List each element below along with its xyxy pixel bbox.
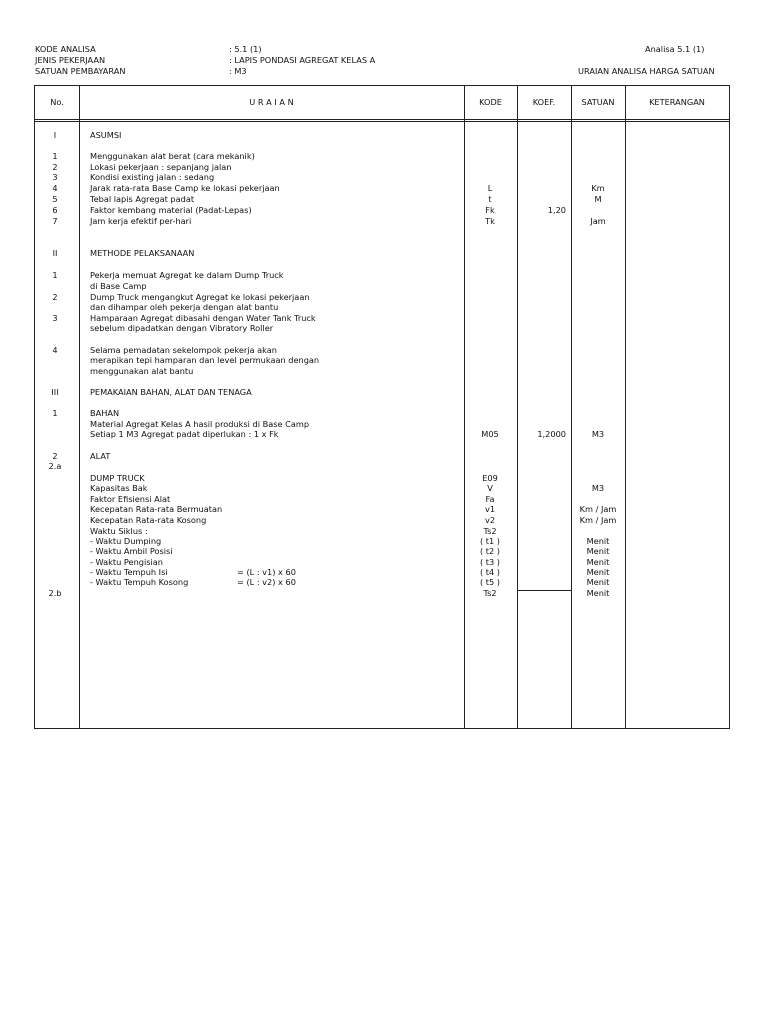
row-number: 1: [52, 151, 58, 161]
col-header-koef: KOEF.: [532, 97, 556, 107]
row-description: Faktor Efisiensi Alat: [90, 494, 171, 504]
row-description: DUMP TRUCK: [90, 473, 145, 483]
row-description: Hamparaan Agregat dibasahi dengan Water Tank Truck: [90, 313, 316, 323]
row-formula: = (L : v2) x 60: [237, 577, 296, 587]
row-description: Jarak rata-rata Base Camp ke lokasi pekerjaan: [90, 183, 280, 193]
row-kode: E09: [482, 473, 498, 483]
row-satuan: M3: [591, 483, 605, 493]
row-number: 1: [52, 408, 58, 418]
row-number: 2.b: [48, 588, 62, 598]
row-description: menggunakan alat bantu: [90, 366, 194, 376]
row-description: ALAT: [90, 451, 111, 461]
row-satuan: M: [594, 194, 602, 204]
row-description: merapikan tepi hamparan dan level permukaan dengan: [90, 355, 320, 365]
koef-underline: [518, 590, 571, 591]
row-satuan: Menit: [586, 536, 610, 546]
uraian-title: URAIAN ANALISA HARGA SATUAN: [578, 66, 715, 76]
row-description: - Waktu Ambil Posisi: [90, 546, 173, 556]
analisa-reference: Analisa 5.1 (1): [645, 44, 705, 54]
row-description: Menggunakan alat berat (cara mekanik): [90, 151, 255, 161]
kode-analisa-value: : 5.1 (1): [229, 44, 262, 54]
row-number: 1: [52, 270, 58, 280]
row-number: 7: [52, 216, 58, 226]
row-kode: ( t5 ): [479, 577, 500, 587]
row-number: 2: [52, 162, 58, 172]
row-description: Material Agregat Kelas A hasil produksi di Base Camp: [90, 419, 310, 429]
row-kode: M05: [481, 429, 499, 439]
row-number: I: [53, 130, 57, 140]
row-description: Kondisi existing jalan : sedang: [90, 172, 215, 182]
row-kode: ( t1 ): [479, 536, 500, 546]
row-satuan: Menit: [586, 588, 610, 598]
jenis-pekerjaan-label: JENIS PEKERJAAN: [35, 55, 106, 65]
row-number: II: [52, 248, 58, 258]
row-description: di Base Camp: [90, 281, 147, 291]
row-kode: Ts2: [483, 526, 497, 536]
row-kode: Fa: [485, 494, 495, 504]
row-kode: L: [487, 183, 493, 193]
row-number: 2: [52, 292, 58, 302]
row-description: Tebal lapis Agregat padat: [90, 194, 195, 204]
row-kode: Ts2: [483, 588, 497, 598]
row-number: 5: [52, 194, 58, 204]
row-description: - Waktu Tempuh Isi: [90, 567, 168, 577]
row-description: Jam kerja efektif per-hari: [90, 216, 192, 226]
row-kode: v2: [484, 515, 496, 525]
row-kode: ( t4 ): [479, 567, 500, 577]
jenis-pekerjaan-value: : LAPIS PONDASI AGREGAT KELAS A: [229, 55, 376, 65]
col-header-no: No.: [50, 97, 64, 107]
row-description: Kecepatan Rata-rata Bermuatan: [90, 504, 223, 514]
row-kode: t: [488, 194, 492, 204]
row-description: sebelum dipadatkan dengan Vibratory Roller: [90, 323, 274, 333]
row-description: PEMAKAIAN BAHAN, ALAT DAN TENAGA: [90, 387, 252, 397]
row-description: Waktu Siklus :: [90, 526, 148, 536]
row-kode: ( t3 ): [479, 557, 500, 567]
row-satuan: Menit: [586, 557, 610, 567]
row-satuan: Km / Jam: [579, 515, 617, 525]
row-kode: Fk: [485, 205, 495, 215]
row-kode: V: [487, 483, 493, 493]
row-description: - Waktu Pengisian: [90, 557, 163, 567]
col-divider: [517, 86, 518, 728]
row-kode: v1: [484, 504, 496, 514]
col-header-uraian: U R A I A N: [249, 97, 294, 107]
row-number: 2: [52, 451, 58, 461]
row-description: Faktor kembang material (Padat-Lepas): [90, 205, 252, 215]
row-description: Pekerja memuat Agregat ke dalam Dump Truck: [90, 270, 284, 280]
row-description: Kapasitas Bak: [90, 483, 148, 493]
row-satuan: Jam: [590, 216, 606, 226]
row-number: 4: [52, 345, 58, 355]
row-description: ASUMSI: [90, 130, 122, 140]
row-number: 4: [52, 183, 58, 193]
row-description: Setiap 1 M3 Agregat padat diperlukan : 1 x Fk: [90, 429, 279, 439]
row-description: Kecepatan Rata-rata Kosong: [90, 515, 207, 525]
row-kode: ( t2 ): [479, 546, 500, 556]
row-description: dan dihampar oleh pekerja dengan alat bantu: [90, 302, 279, 312]
satuan-pembayaran-value: : M3: [229, 66, 247, 76]
row-formula: = (L : v1) x 60: [237, 567, 296, 577]
row-satuan: Km / Jam: [579, 504, 617, 514]
row-number: III: [51, 387, 59, 397]
row-description: - Waktu Dumping: [90, 536, 162, 546]
row-koef: 1,2000: [537, 429, 566, 439]
col-divider: [625, 86, 626, 728]
row-number: 6: [52, 205, 58, 215]
row-number: 3: [52, 172, 58, 182]
row-description: Lokasi pekerjaan : sepanjang jalan: [90, 162, 232, 172]
col-header-keterangan: KETERANGAN: [649, 97, 705, 107]
col-divider: [79, 86, 80, 728]
col-header-kode: KODE: [479, 97, 502, 107]
row-satuan: Menit: [586, 567, 610, 577]
row-description: METHODE PELAKSANAAN: [90, 248, 195, 258]
row-satuan: Menit: [586, 546, 610, 556]
row-satuan: Menit: [586, 577, 610, 587]
satuan-pembayaran-label: SATUAN PEMBAYARAN: [35, 66, 126, 76]
kode-analisa-label: KODE ANALISA: [35, 44, 96, 54]
row-kode: Tk: [485, 216, 495, 226]
row-satuan: Km: [591, 183, 605, 193]
row-number: 3: [52, 313, 58, 323]
row-description: Dump Truck mengangkut Agregat ke lokasi pekerjaan: [90, 292, 310, 302]
row-koef: 1,20: [547, 205, 566, 215]
col-header-satuan: SATUAN: [581, 97, 615, 107]
row-description: - Waktu Tempuh Kosong: [90, 577, 189, 587]
row-satuan: M3: [591, 429, 605, 439]
row-description: BAHAN: [90, 408, 120, 418]
row-description: Selama pemadatan sekelompok pekerja akan: [90, 345, 277, 355]
row-number: 2.a: [48, 461, 62, 471]
